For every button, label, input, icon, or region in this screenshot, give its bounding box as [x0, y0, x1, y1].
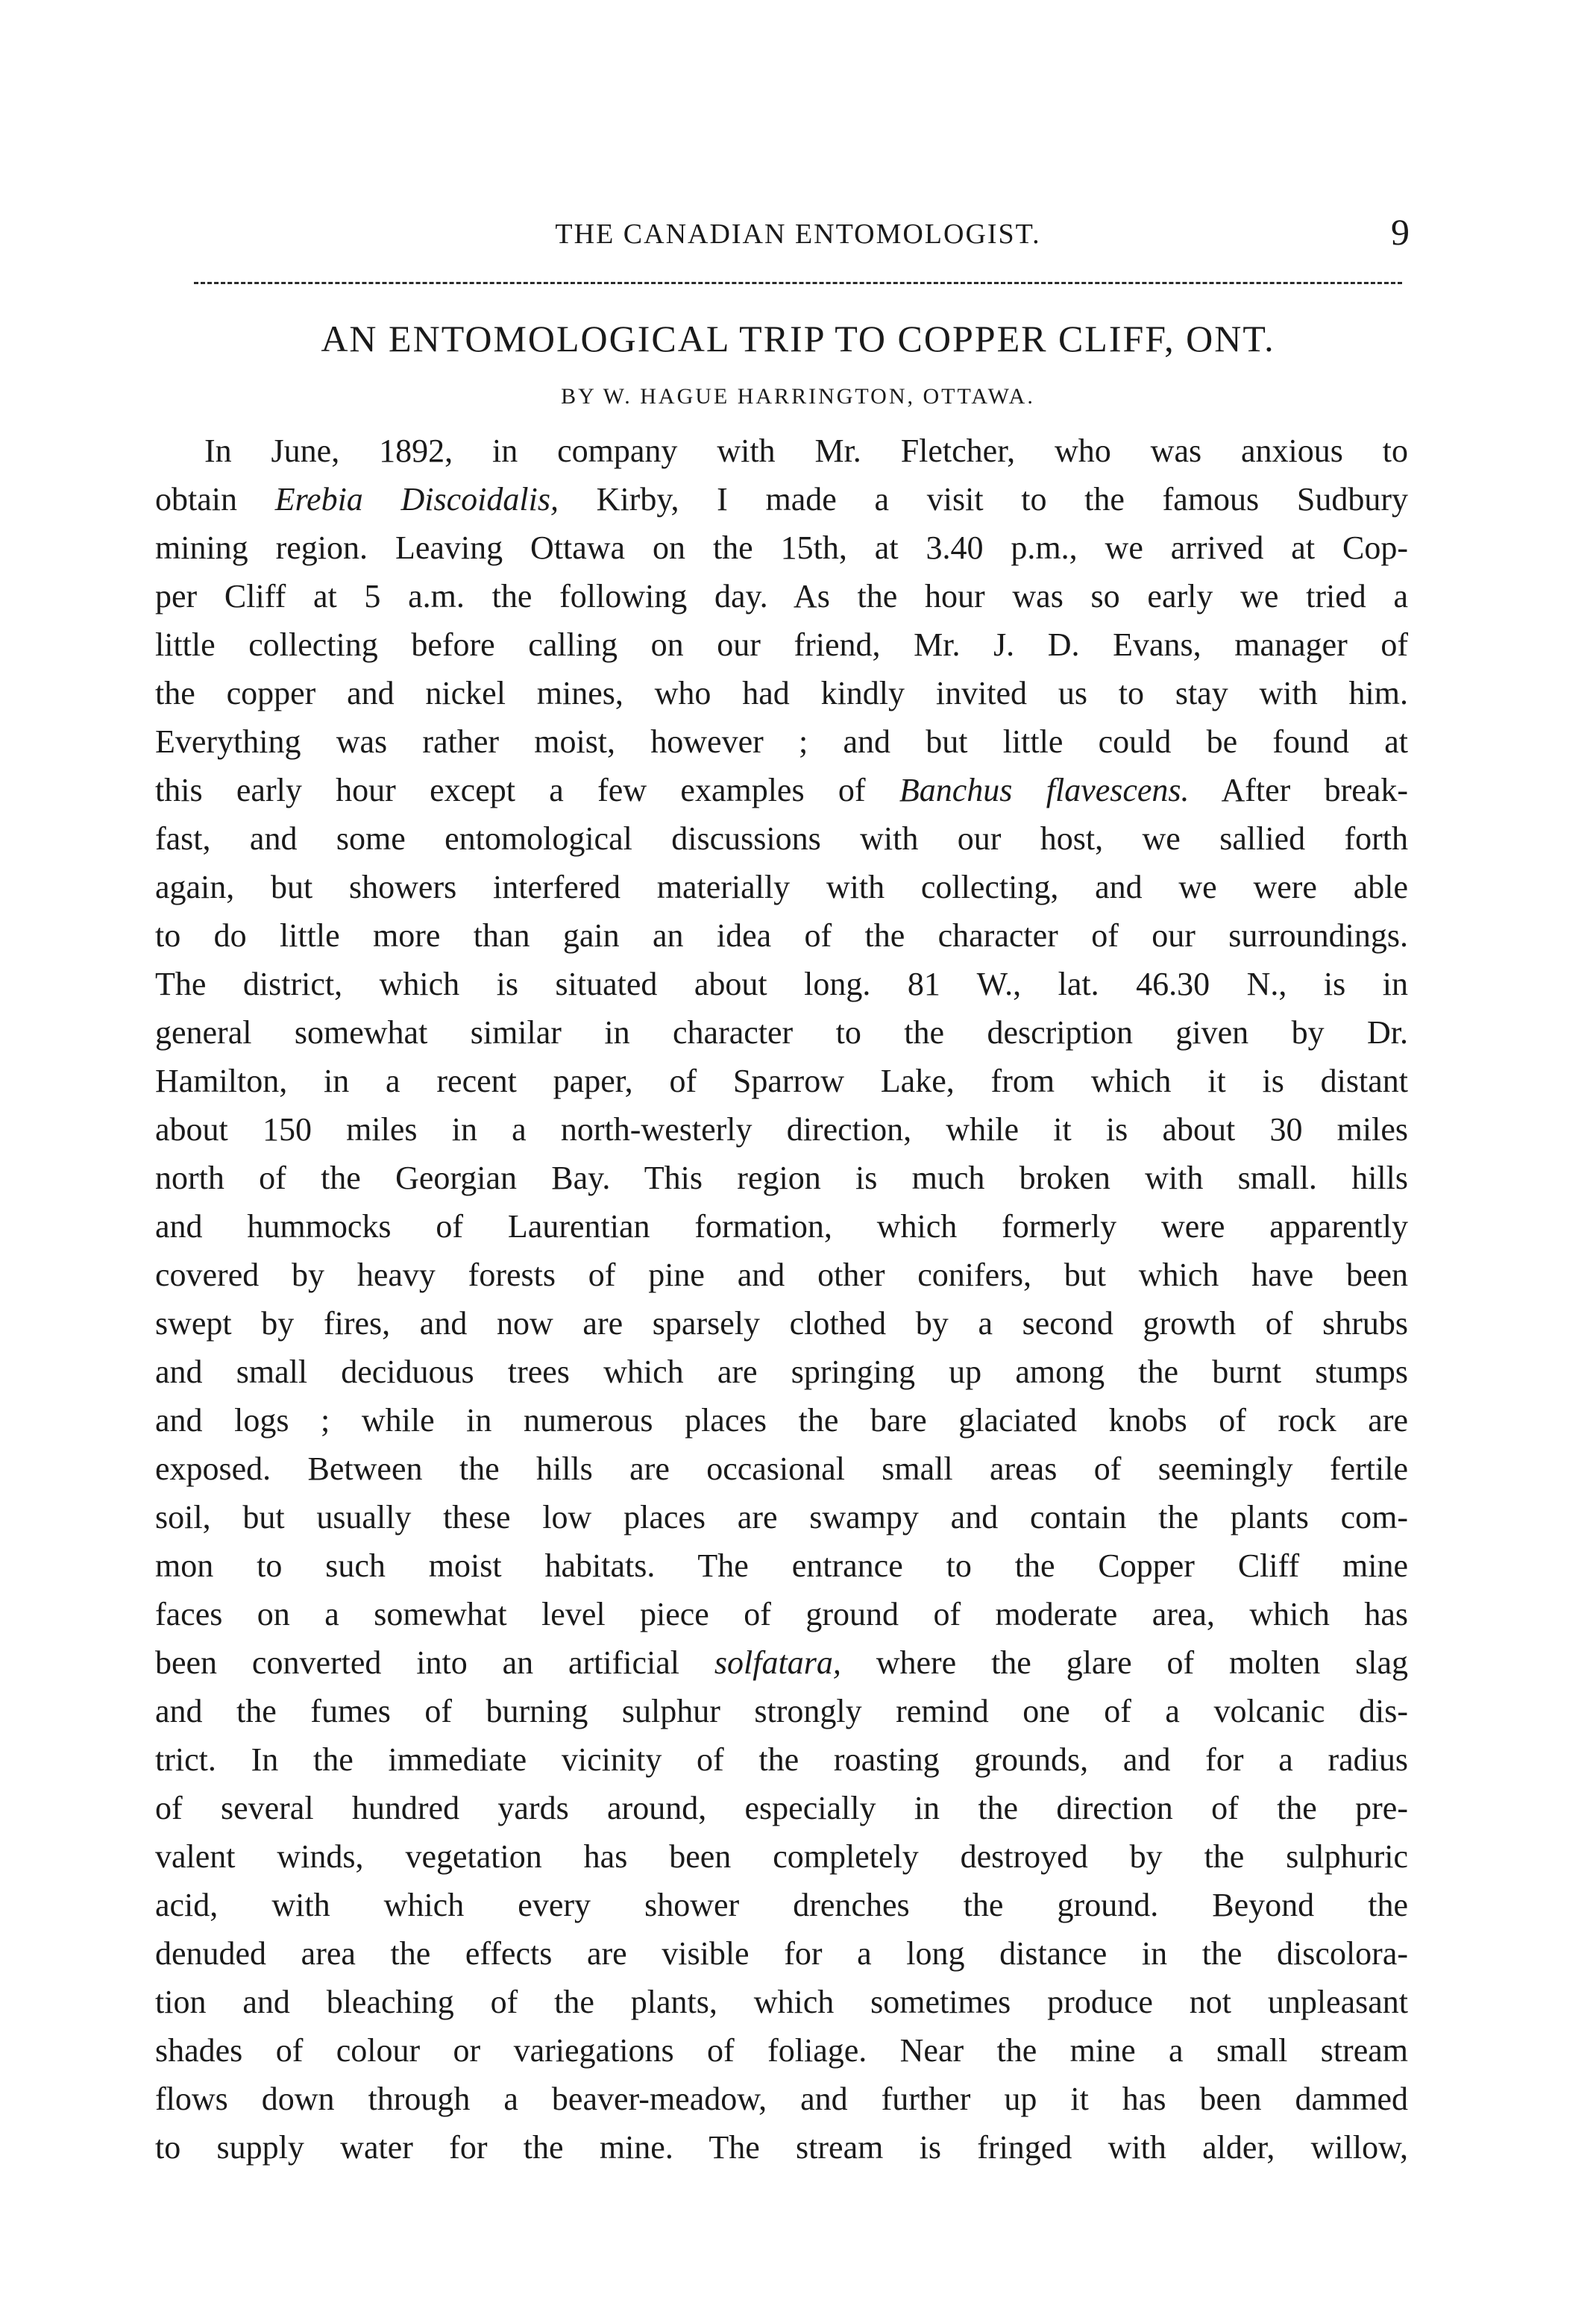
- journal-title: THE CANADIAN ENTOMOLOGIST.: [555, 219, 1041, 250]
- text-line: [155, 1541, 1408, 1590]
- header-rule: [194, 282, 1402, 284]
- text-run: faces on a somewhat level piece of ground of moderate area, which has: [155, 1596, 1408, 1632]
- text-line: [155, 1299, 1408, 1348]
- text-run: soil, but usually these low places are swampy and contain the plants com-: [155, 1499, 1408, 1535]
- text-run: little collecting before calling on our friend, Mr. J. D. Evans, manager of: [155, 626, 1408, 663]
- text-line: [155, 1784, 1408, 1832]
- text-line: [155, 814, 1408, 863]
- text-run: Everything was rather moist, however ; and but little could be found at: [155, 723, 1408, 760]
- text-run: per Cliff at 5 a.m. the following day. As the hour was so early we tried a: [155, 578, 1408, 614]
- text-run: this early hour except a few examples of: [155, 772, 899, 808]
- text-line: [155, 2123, 1408, 2172]
- text-line: [155, 2075, 1408, 2123]
- text-run: been converted into an artificial: [155, 1644, 714, 1681]
- text-line: [155, 620, 1408, 669]
- text-run: about 150 miles in a north-westerly direction, while it is about 30 miles: [155, 1111, 1408, 1148]
- text-line: [155, 524, 1408, 572]
- text-line: [155, 1057, 1408, 1105]
- text-line: [155, 1493, 1408, 1541]
- text-run: shades of colour or variegations of foliage. Near the mine a small stream: [155, 2032, 1408, 2069]
- text-run: swept by fires, and now are sparsely clothed by a second growth of shrubs: [155, 1305, 1408, 1342]
- text-run: to supply water for the mine. The stream is fringed with alder, willow,: [155, 2129, 1408, 2166]
- page-number: 9: [1391, 211, 1410, 253]
- text-run: mon to such moist habitats. The entrance to the Copper Cliff mine: [155, 1547, 1408, 1584]
- text-line: [155, 1105, 1408, 1154]
- text-run: The district, which is situated about long. 81 W., lat. 46.30 N., is in: [155, 966, 1408, 1002]
- text-line: [155, 572, 1408, 620]
- text-line: [155, 717, 1408, 766]
- italic-term: Banchus flavescens.: [899, 772, 1190, 808]
- text-line: [155, 1154, 1408, 1202]
- text-line: [155, 1202, 1408, 1251]
- text-run: In June, 1892, in company with Mr. Fletcher, who was anxious to: [204, 433, 1408, 469]
- text-line: [155, 911, 1408, 960]
- text-line: [155, 1008, 1408, 1057]
- text-run: where the glare of molten slag: [841, 1644, 1408, 1681]
- text-run: valent winds, vegetation has been completely destroyed by the sulphuric: [155, 1838, 1408, 1875]
- text-line: [155, 1445, 1408, 1493]
- text-line: [155, 2026, 1408, 2075]
- text-line: [155, 1687, 1408, 1735]
- italic-term: Erebia Discoidalis,: [274, 481, 559, 518]
- text-line: [155, 1832, 1408, 1881]
- text-run: and hummocks of Laurentian formation, which formerly were apparently: [155, 1208, 1408, 1245]
- text-run: exposed. Between the hills are occasional small areas of seemingly fertile: [155, 1450, 1408, 1487]
- article-title: AN ENTOMOLOGICAL TRIP TO COPPER CLIFF, ONT.: [321, 318, 1275, 359]
- text-line: [155, 1929, 1408, 1978]
- text-run: covered by heavy forests of pine and other conifers, but which have been: [155, 1257, 1408, 1293]
- text-run: to do little more than gain an idea of the character of our surroundings.: [155, 917, 1408, 954]
- text-run: flows down through a beaver-meadow, and further up it has been dammed: [155, 2081, 1408, 2117]
- text-run: Hamilton, in a recent paper, of Sparrow Lake, from which it is distant: [155, 1063, 1408, 1099]
- text-line: [155, 1348, 1408, 1396]
- article-body: [155, 427, 1408, 2172]
- text-line: [155, 1251, 1408, 1299]
- text-line: [155, 1978, 1408, 2026]
- text-line: [155, 1881, 1408, 1929]
- text-line: [155, 475, 1408, 524]
- text-line: [155, 960, 1408, 1008]
- text-line: [155, 1590, 1408, 1638]
- text-run: acid, with which every shower drenches the ground. Beyond the: [155, 1887, 1408, 1923]
- text-line: [155, 1638, 1408, 1687]
- text-run: tion and bleaching of the plants, which sometimes produce not unpleasant: [155, 1984, 1408, 2020]
- italic-term: solfatara,: [714, 1644, 841, 1681]
- byline: BY W. HAGUE HARRINGTON, OTTAWA.: [561, 384, 1035, 409]
- text-run: denuded area the effects are visible for a long distance in the discolora-: [155, 1935, 1408, 1972]
- text-run: After break-: [1189, 772, 1408, 808]
- text-run: Kirby, I made a visit to the famous Sudbury: [558, 481, 1408, 518]
- text-line: [155, 1735, 1408, 1784]
- text-run: and logs ; while in numerous places the bare glaciated knobs of rock are: [155, 1402, 1408, 1439]
- text-run: again, but showers interfered materially with collecting, and we were able: [155, 869, 1408, 905]
- running-head: [186, 210, 1410, 255]
- text-run: mining region. Leaving Ottawa on the 15th, at 3.40 p.m., we arrived at Cop-: [155, 529, 1408, 566]
- text-line: [155, 766, 1408, 814]
- text-run: and small deciduous trees which are springing up among the burnt stumps: [155, 1354, 1408, 1390]
- text-run: north of the Georgian Bay. This region is much broken with small. hills: [155, 1160, 1408, 1196]
- text-run: of several hundred yards around, especially in the direction of the pre-: [155, 1790, 1408, 1826]
- text-line: [155, 669, 1408, 717]
- text-line: [155, 1396, 1408, 1445]
- text-line: [155, 863, 1408, 911]
- text-run: obtain: [155, 481, 275, 518]
- text-run: and the fumes of burning sulphur strongly remind one of a volcanic dis-: [155, 1693, 1408, 1729]
- text-run: the copper and nickel mines, who had kindly invited us to stay with him.: [155, 675, 1408, 711]
- text-run: fast, and some entomological discussions with our host, we sallied forth: [155, 820, 1408, 857]
- text-run: trict. In the immediate vicinity of the roasting grounds, and for a radius: [155, 1741, 1408, 1778]
- text-line: [155, 427, 1408, 475]
- text-run: general somewhat similar in character to the description given by Dr.: [155, 1014, 1408, 1051]
